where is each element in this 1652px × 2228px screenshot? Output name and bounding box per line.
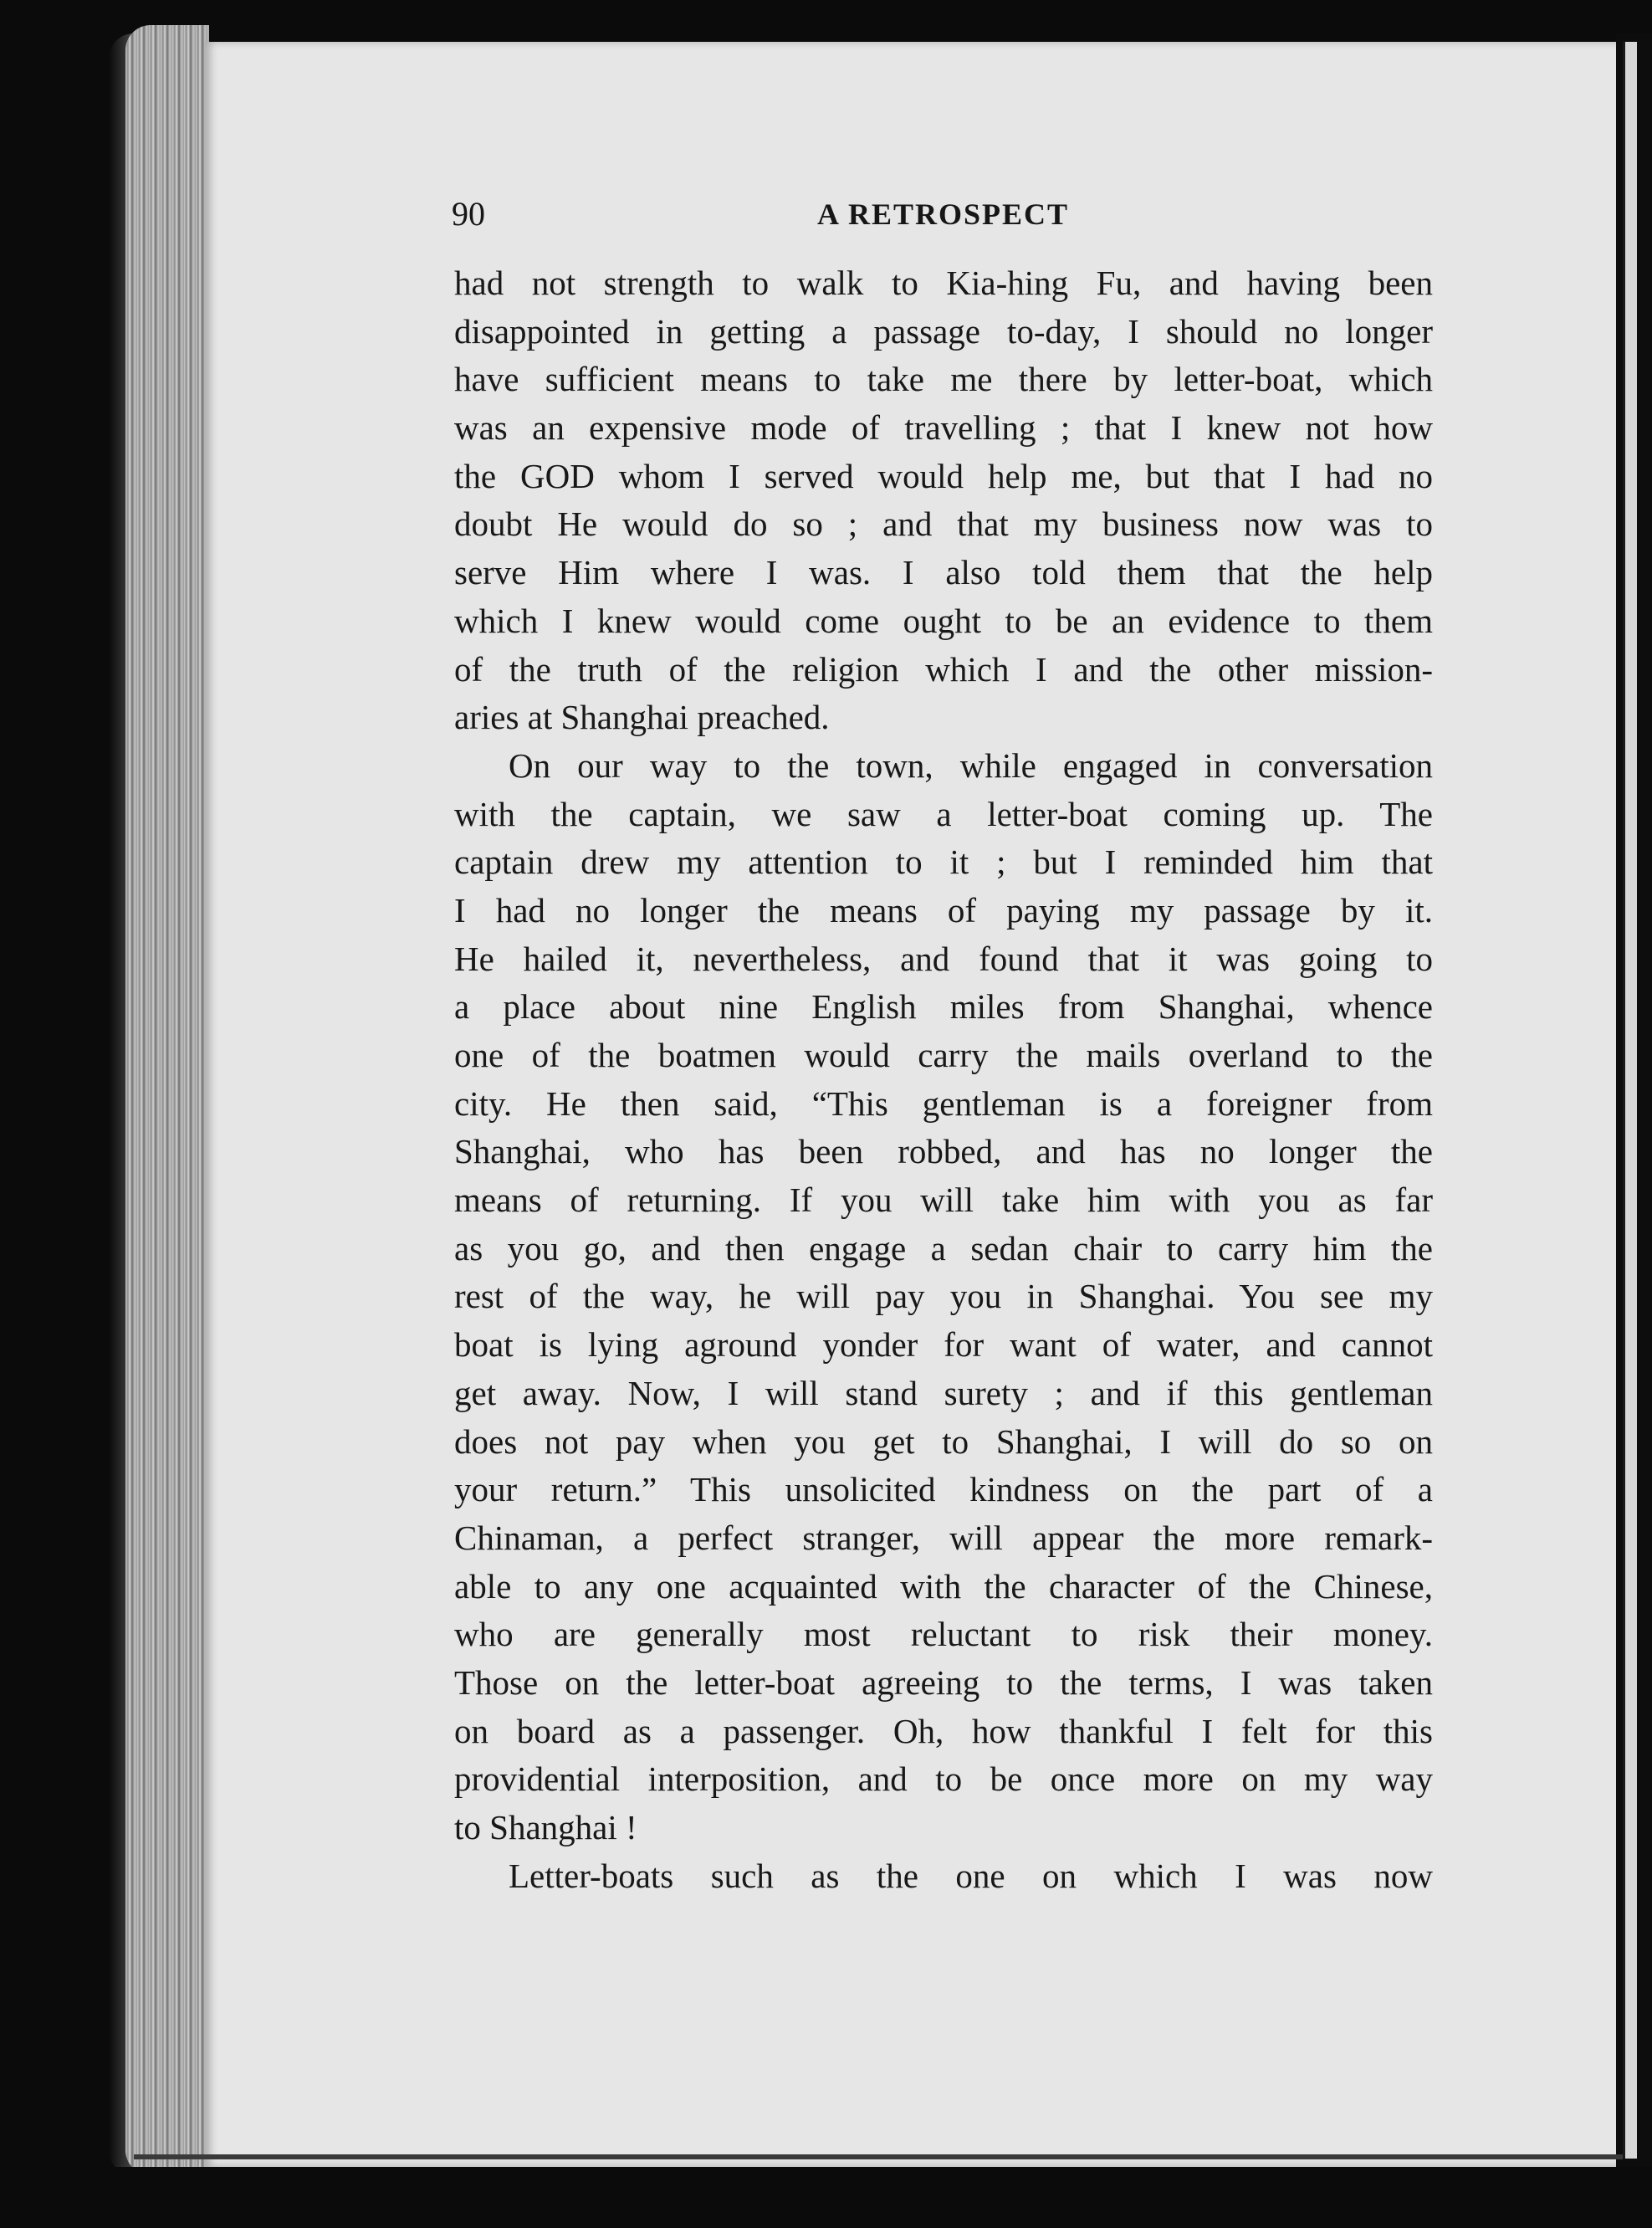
text-line: Letter-boats such as the one on which I was now (509, 1856, 1433, 1895)
running-head (452, 191, 1435, 241)
text-line: one of the boatmen would carry the mails overland to the (454, 1036, 1433, 1074)
text-line: boat is lying aground yonder for want of water, and cannot (454, 1325, 1433, 1365)
text-line: He hailed it, nevertheless, and found that it was going to (454, 939, 1433, 978)
text-line: disappointed in getting a passage to-day, I should no longer (454, 311, 1433, 351)
text-line: had not strength to walk to Kia-hing Fu, and having been (454, 264, 1433, 302)
text-line: which I knew would come ought to be an evidence to them (454, 601, 1433, 640)
text-line: was an expensive mode of travelling ; that I knew not how (454, 408, 1433, 448)
text-line: aries at Shanghai preached. (454, 698, 830, 737)
scan-bottom-border (0, 2167, 1652, 2228)
text-line: who are generally most reluctant to risk their money. (454, 1615, 1433, 1654)
text-line: Chinaman, a perfect stranger, will appear the more remark- (454, 1518, 1433, 1557)
text-line: serve Him where I was. I also told them that the help (454, 553, 1433, 592)
text-line: to Shanghai ! (454, 1808, 637, 1846)
text-line: as you go, and then engage a sedan chair to carry him the (454, 1228, 1433, 1268)
text-line: doubt He would do so ; and that my business now was to (454, 505, 1433, 544)
text-line: rest of the way, he will pay you in Shanghai. You see my (454, 1277, 1433, 1316)
body-text (454, 259, 1433, 1900)
text-line: the GOD whom I served would help me, but that I had no (454, 456, 1433, 495)
text-line: providential interposition, and to be once more on my way (454, 1759, 1433, 1799)
text-line: on board as a passenger. Oh, how thankful I felt for this (454, 1711, 1433, 1750)
text-line: get away. Now, I will stand surety ; and if this gentleman (454, 1373, 1433, 1412)
scan-top-border (0, 0, 1652, 40)
text-line: On our way to the town, while engaged in conversation (509, 745, 1433, 785)
page-bottom-edge (134, 2154, 1623, 2159)
text-line: your return.” This unsolicited kindness on the part of a (454, 1470, 1433, 1509)
text-line: means of returning. If you will take him with you as far (454, 1181, 1433, 1220)
text-line: with the captain, we saw a letter-boat coming up. The (454, 794, 1433, 833)
text-line: captain drew my attention to it ; but I reminded him that (454, 843, 1433, 882)
text-line: city. He then said, “This gentleman is a foreigner from (454, 1083, 1433, 1123)
text-line: does not pay when you get to Shanghai, I will do so on (454, 1421, 1433, 1461)
text-line: able to any one acquainted with the character of the Chinese, (454, 1566, 1433, 1606)
text-line: have sufficient means to take me there by letter-boat, which (454, 360, 1433, 399)
text-line: Shanghai, who has been robbed, and has no longer the (454, 1132, 1433, 1171)
text-line: I had no longer the means of paying my passage by it. (454, 890, 1433, 930)
text-line: Those on the letter-boat agreeing to the terms, I was taken (454, 1662, 1433, 1702)
text-line: a place about nine English miles from Shanghai, whence (454, 987, 1433, 1027)
book-page-edges (125, 25, 209, 2175)
text-line: of the truth of the religion which I and the other mission- (454, 649, 1433, 689)
facing-page-edge (1623, 42, 1637, 2159)
page-number: 90 (452, 195, 485, 233)
running-title: A RETROSPECT (816, 197, 1070, 231)
